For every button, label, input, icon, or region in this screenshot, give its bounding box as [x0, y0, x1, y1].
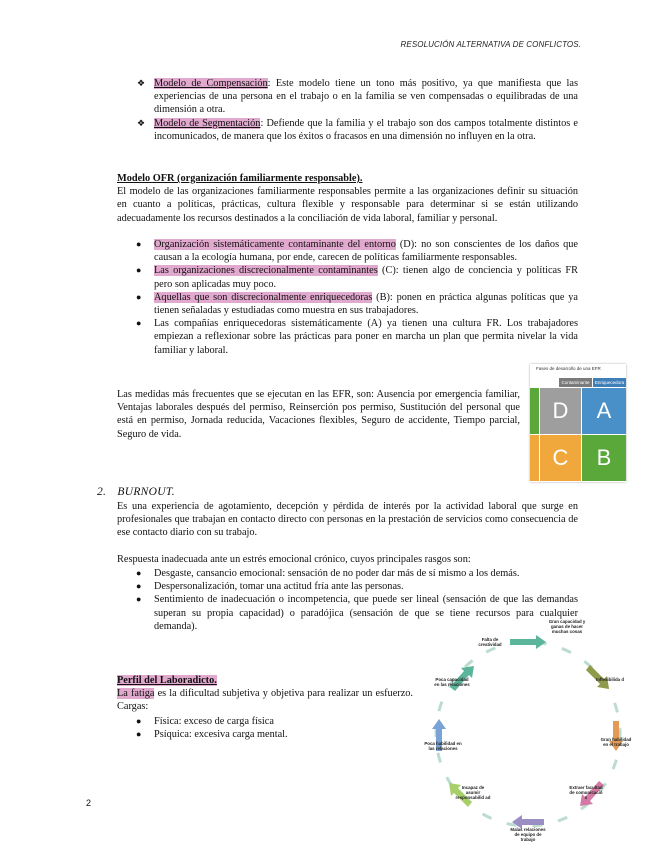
row-header-discrecional — [530, 435, 539, 481]
column-header-contaminante: Contaminante — [559, 378, 592, 387]
bullet-icon: ● — [136, 568, 142, 578]
arrow-icon — [510, 635, 546, 649]
bullet-icon: ● — [136, 581, 142, 592]
laboradicto-cycle-diagram — [414, 617, 642, 847]
item-text: Las compañías enriquecedoras sistemáticamente (A) ya tienen una cultura FR. Los trabajadores empiezan a reflexionar sobre las prácticas para poner en marcha un plan que permita nivelar la vida familiar y laboral. — [154, 318, 578, 356]
section-heading: Perfil del Laboradicto. — [117, 675, 217, 686]
item-text: (C): tienen algo de conciencia y políticas FR pero son aplicadas muy poco. — [154, 265, 578, 290]
burnout-intro: Respuesta inadecuada ante un estrés emocional crónico, cuyos principales rasgos son: — [117, 554, 471, 565]
bullet-icon: ● — [136, 716, 142, 726]
quadrant-d: D — [540, 388, 581, 434]
item-text: Física: exceso de carga física — [154, 716, 274, 727]
ofr-list — [136, 238, 578, 357]
cycle-label: Gran capacidad y ganas de hacer muchas cosas — [548, 619, 586, 634]
cycle-label: Inflexibilida d — [595, 677, 625, 682]
list-item — [136, 317, 578, 357]
section-title: BURNOUT. — [117, 486, 175, 498]
quadrant-a: A — [582, 388, 626, 434]
running-header: RESOLUCIÓN ALTERNATIVA DE CONFLICTOS. — [400, 40, 581, 49]
item-text: Sentimiento de inadecuación o incompetencia, que puede ser lineal (sensación de que las demandas superan su propia capacidad) o paradójica (sensación de que se tiene recursos para cualquier demanda). — [154, 594, 578, 632]
cycle-label: Falta de creatividad — [478, 637, 502, 647]
item-text: (B): ponen en práctica algunas políticas que ya tienen señaladas y estudiadas como muestra en sus trabajadores. — [154, 291, 578, 317]
paragraph: El modelo de las organizaciones familiarmente responsables permite a las organizaciones definir su situación en cuanto a políticas, prácticas, cultura flexible y responsable para determinar si se están utilizando adecuadamente los recursos destinados a la conciliación de vida laboral, familiar y personal. — [117, 186, 578, 224]
section-heading: Modelo OFR (organización familiarmente responsable). — [117, 173, 363, 184]
paragraph-text: es la dificultad subjetiva y objetiva para realizar un esfuerzo. Cargas: — [117, 688, 414, 713]
models-list — [137, 77, 579, 143]
burnout-heading — [97, 486, 175, 498]
burnout-definition: Es una experiencia de agotamiento, decepción y pérdida de interés por la actividad laboral que surge en profesionales que trabajan en contacto directo con personas en la prestación de servicios como consecuencia de ese contacto diario con su trabajo. — [117, 501, 578, 539]
cycle-label: Gran habilidad en el trabajo — [600, 737, 632, 747]
highlighted-term: Modelo de Segmentación — [154, 117, 261, 129]
row-header-sistematica — [530, 388, 539, 434]
list-item — [137, 77, 578, 117]
highlighted-term: Aquellas que son discrecionalmente enriquecedoras — [154, 291, 373, 303]
highlighted-term: Organización sistemáticamente contaminante del entorno — [154, 239, 396, 250]
item-text: Desgaste, cansancio emocional: sensación de no poder dar más de sí mismo a los demás. — [154, 568, 520, 579]
diamond-bullet-icon: ❖ — [137, 78, 146, 88]
bullet-icon: ● — [136, 291, 142, 302]
item-text: Psíquica: excesiva carga mental. — [154, 729, 288, 741]
cycle-arrows — [414, 617, 642, 847]
cycle-label: Poca capacidad en las relaciones — [434, 677, 470, 687]
section-number: 2. — [97, 486, 107, 498]
item-text: Despersonalización, tomar una actitud fría ante las personas. — [154, 581, 404, 593]
bullet-icon: ● — [136, 239, 142, 249]
quadrant-c: C — [540, 435, 581, 481]
cycle-label: Extraer facultad de comunicació n — [569, 785, 603, 800]
list-item — [136, 728, 404, 741]
laboradicto-section — [117, 674, 413, 714]
bullet-icon: ● — [136, 594, 142, 605]
item-text: (D): no son conscientes de los daños que causan a la ecología humana, por ende, carecen de políticas familiarmente responsables. — [154, 239, 578, 264]
item-text: : Defiende que la familia y el trabajo son dos campos totalmente distintos e incomunicados, de manera que los éxitos o fracasos en una dimensión no influyen en la otra. — [154, 117, 579, 142]
cycle-label: Malas relaciones de equipo de trabajo — [510, 827, 546, 842]
list-item — [137, 117, 579, 143]
bullet-icon: ● — [136, 265, 142, 276]
list-item — [136, 715, 404, 728]
highlighted-term: Las organizaciones discrecionalmente contaminantes — [154, 265, 378, 277]
list-item — [136, 291, 578, 317]
item-text: : Este modelo tiene un tono más positivo, ya que manifiesta que las experiencias de una persona en el trabajo o en la familia se ven compensadas o equilibradas de una dimensión a otra. — [154, 78, 578, 116]
bullet-icon: ● — [136, 729, 142, 740]
measures-paragraph: Las medidas más frecuentes que se ejecutan en las EFR, son: Ausencia por emergencia familiar, Ventajas laborales después del permiso, Reinserción pos permiso, Sustitución del personal que está en permiso, Jornada reducida, Vacaciones flexibles, Seguro de accidente, Tiempo parcial, Seguro de vida. — [117, 389, 520, 440]
efr-matrix-figure — [530, 364, 626, 482]
highlighted-term: Modelo de Compensación — [154, 78, 268, 89]
list-item — [136, 567, 578, 580]
highlighted-term: La fatiga — [117, 688, 155, 700]
list-item — [136, 264, 578, 290]
ofr-section — [117, 172, 578, 225]
list-item — [136, 580, 578, 593]
figure-title: Fases de desarrollo de una EFR — [536, 366, 601, 371]
cargas-list — [136, 715, 404, 741]
paragraph — [117, 687, 413, 713]
cycle-label: Poca habilidad en las relaciones — [424, 741, 462, 751]
quadrant-b: B — [582, 435, 626, 481]
diamond-bullet-icon: ❖ — [137, 117, 146, 128]
bullet-icon: ● — [136, 318, 142, 329]
cycle-label: Incapaz de asumir responsabilid ad — [455, 785, 491, 800]
list-item — [136, 238, 578, 264]
column-header-enriquecedora: Enriquecedora — [594, 380, 625, 385]
page-number: 2 — [86, 798, 92, 808]
